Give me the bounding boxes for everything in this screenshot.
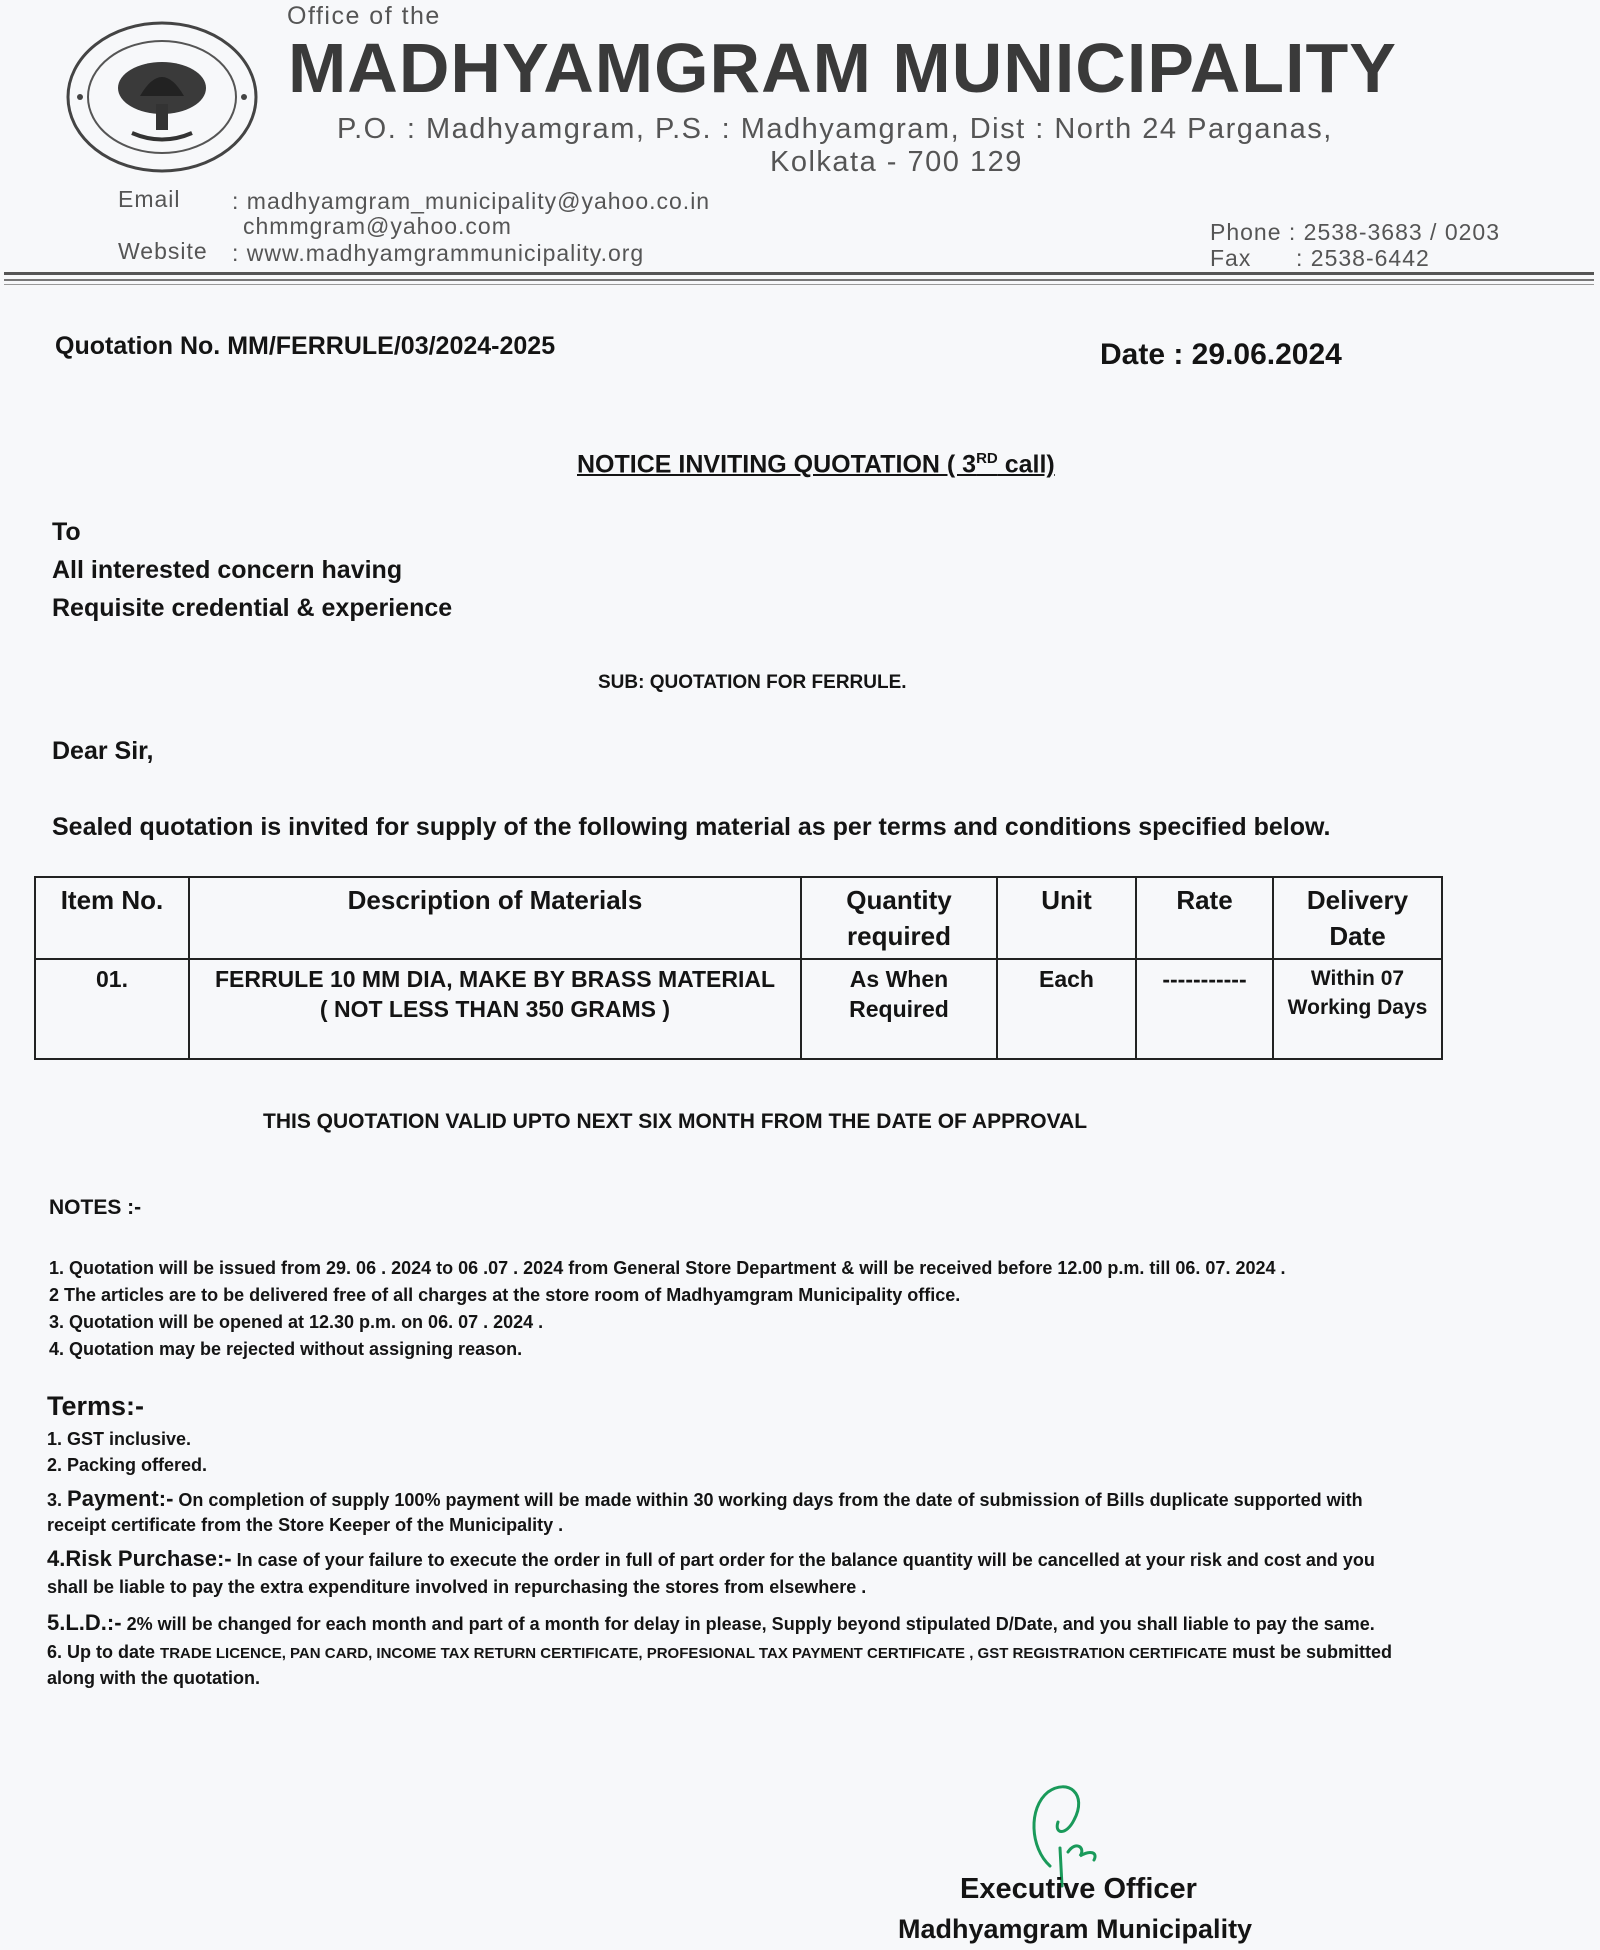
notice-superscript: RD <box>976 450 998 467</box>
term-ld-heading: 5.L.D.:- <box>47 1610 122 1635</box>
header-quantity: Quantity required <box>801 877 997 959</box>
table-header-row <box>35 877 1442 959</box>
fax-number: : 2538-6442 <box>1296 245 1430 271</box>
note-item: 4. Quotation may be rejected without assigning reason. <box>49 1339 523 1359</box>
salutation: Dear Sir, <box>52 737 154 765</box>
intro-paragraph: Sealed quotation is invited for supply of the following material as per terms and conditions specified below. <box>52 813 1331 841</box>
email-address-2: chmmgram@yahoo.com <box>243 213 512 239</box>
website-url: : www.madhyamgrammunicipality.org <box>232 240 645 266</box>
term-payment-continued: receipt certificate from the Store Keeper of the Municipality . <box>47 1515 564 1535</box>
recipient-line-1: All interested concern having <box>52 556 403 584</box>
address-line-1: P.O. : Madhyamgram, P.S. : Madhyamgram, Dist : North 24 Parganas, <box>337 113 1333 145</box>
term-documents: 6. Up to date TRADE LICENCE, PAN CARD, INCOME TAX RETURN CERTIFICATE, PROFESIONAL TAX PAYMENT CERTIFICATE , GST REGISTRATION CERTIFICATE must be submitted <box>47 1642 1393 1662</box>
notes-title: NOTES :- <box>49 1196 142 1219</box>
term-item: 2. Packing offered. <box>47 1455 208 1475</box>
note-item: 3. Quotation will be opened at 12.30 p.m. on 06. 07 . 2024 . <box>49 1312 544 1332</box>
table-row <box>35 959 1442 1059</box>
term-item: 1. GST inclusive. <box>47 1429 192 1449</box>
signatory-title: Executive Officer <box>960 1873 1197 1905</box>
cell-delivery: Within 07 Working Days <box>1273 959 1442 1059</box>
term-risk-heading: 4.Risk Purchase:- <box>47 1546 232 1571</box>
term-payment: 3. Payment:- On completion of supply 100% payment will be made within 30 working days from the date of submission of Bills duplicate supported with <box>47 1486 1363 1511</box>
letterhead-divider <box>4 272 1594 275</box>
cell-description <box>189 959 801 1059</box>
term-payment-heading: Payment:- <box>67 1486 174 1511</box>
municipality-name: MADHYAMGRAM MUNICIPALITY <box>288 29 1397 107</box>
cell-unit: Each <box>997 959 1136 1059</box>
notice-title: NOTICE INVITING QUOTATION ( 3RD call) <box>577 450 1055 479</box>
recipient-to: To <box>52 518 81 546</box>
quotation-number: Quotation No. MM/FERRULE/03/2024-2025 <box>55 332 556 360</box>
recipient-line-2: Requisite credential & experience <box>52 594 453 622</box>
fax-label: Fax <box>1210 245 1252 271</box>
handwritten-signature-icon <box>1010 1778 1120 1888</box>
cell-item-no: 01. <box>35 959 189 1059</box>
header-item-no: Item No. <box>35 877 189 959</box>
address-line-2: Kolkata - 700 129 <box>770 146 1023 178</box>
header-description: Description of Materials <box>189 877 801 959</box>
email-label: Email <box>118 186 181 212</box>
website-label: Website <box>118 238 208 264</box>
term-documents-list: TRADE LICENCE, PAN CARD, INCOME TAX RETURN CERTIFICATE, PROFESIONAL TAX PAYMENT CERTIFICATE , GST REGISTRATION CERTIFICATE <box>160 1645 1227 1662</box>
office-of-label: Office of the <box>287 2 441 30</box>
note-item: 1. Quotation will be issued from 29. 06 . 2024 to 06 .07 . 2024 from General Store Department & will be received before 12.00 p.m. till 06. 07. 2024 . <box>49 1258 1286 1278</box>
quotation-date: Date : 29.06.2024 <box>1100 338 1342 371</box>
phone-number: Phone : 2538-3683 / 0203 <box>1210 219 1501 245</box>
description-line-1: FERRULE 10 MM DIA, MAKE BY BRASS MATERIAL <box>214 966 776 992</box>
note-item: 2 The articles are to be delivered free of all charges at the store room of Madhyamgram Municipality office. <box>49 1285 961 1305</box>
header-rate: Rate <box>1136 877 1273 959</box>
subject-line: SUB: QUOTATION FOR FERRULE. <box>598 672 907 693</box>
cell-quantity: As When Required <box>801 959 997 1059</box>
materials-table <box>34 876 1443 1060</box>
header-unit: Unit <box>997 877 1136 959</box>
term-risk-continued: shall be liable to pay the extra expenditure involved in repurchasing the stores from elsewhere . <box>47 1577 867 1597</box>
description-line-2: ( NOT LESS THAN 350 GRAMS ) <box>319 996 671 1022</box>
header-delivery-date: Delivery Date <box>1273 877 1442 959</box>
term-ld: 5.L.D.:- 2% will be changed for each month and part of a month for delay in please, Supply beyond stipulated D/Date, and you shall liable to pay the same. <box>47 1610 1375 1635</box>
validity-statement: THIS QUOTATION VALID UPTO NEXT SIX MONTH FROM THE DATE OF APPROVAL <box>263 1110 1088 1133</box>
letterhead-divider <box>4 284 1594 285</box>
letterhead-divider <box>4 279 1594 281</box>
cell-rate: ----------- <box>1136 959 1273 1059</box>
terms-title: Terms:- <box>47 1391 145 1421</box>
email-address-1: : madhyamgram_municipality@yahoo.co.in <box>232 188 711 214</box>
signatory-organization: Madhyamgram Municipality <box>898 1914 1253 1944</box>
municipality-seal-icon <box>62 18 262 176</box>
term-documents-continued: along with the quotation. <box>47 1668 260 1688</box>
term-risk-purchase: 4.Risk Purchase:- In case of your failure to execute the order in full of part order for the balance quantity will be cancelled at your risk and cost and you <box>47 1546 1375 1571</box>
